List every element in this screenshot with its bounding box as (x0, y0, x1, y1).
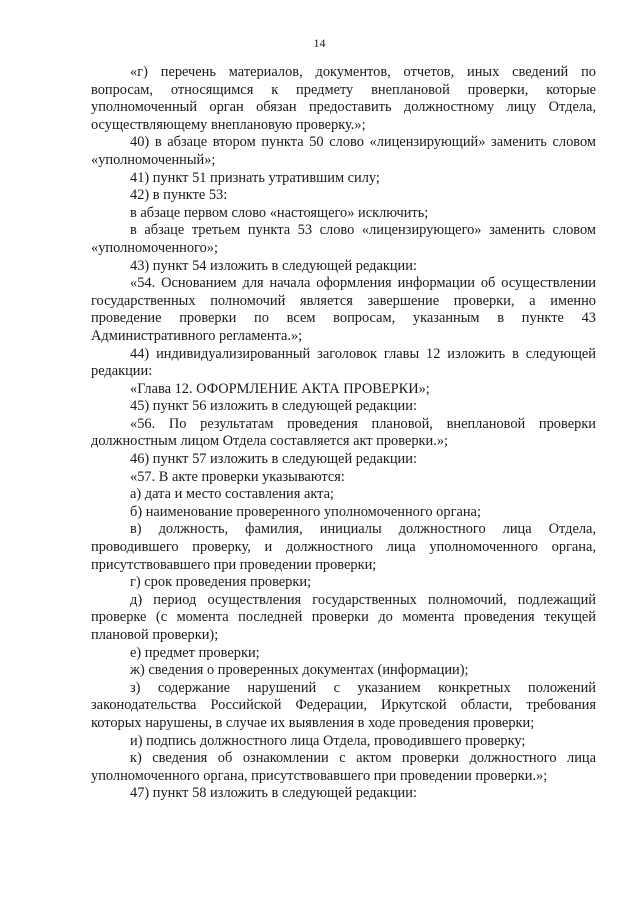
paragraph: д) период осуществления государственных полномочий, подлежащий проверке (с момента последней проверки до момента проведения текущей плановой проверки); (91, 591, 596, 643)
paragraph: 45) пункт 56 изложить в следующей редакции: (130, 398, 417, 415)
paragraph: в) должность, фамилия, инициалы должностного лица Отдела, проводившего проверку, и должностного лица уполномоченного органа, присутствовавшего при проведении проверки; (91, 521, 596, 573)
paragraph: 40) в абзаце втором пункта 50 слово «лицензирующий» заменить словом «уполномоченный»; (91, 134, 596, 168)
paragraph: 43) пункт 54 изложить в следующей редакции: (130, 257, 417, 274)
page-number: 14 (313, 36, 326, 50)
paragraph: 46) пункт 57 изложить в следующей редакции: (130, 451, 417, 468)
paragraph: «57. В акте проверки указываются: (130, 468, 345, 485)
paragraph: 42) в пункте 53: (130, 187, 228, 204)
paragraph: «г) перечень материалов, документов, отчетов, иных сведений по вопросам, относящимся к предмету внеплановой проверки, которые уполномоченный орган обязан предоставить должностному лицу Отдела, осуществляющему внеплановую проверку.»; (91, 64, 596, 133)
paragraph: 41) пункт 51 признать утратившим силу; (130, 169, 380, 186)
paragraph: «56. По результатам проведения плановой, внеплановой проверки должностным лицом Отдела составляется акт проверки.»; (91, 415, 596, 450)
document-body (91, 64, 596, 803)
paragraph: «Глава 12. ОФОРМЛЕНИЕ АКТА ПРОВЕРКИ»; (130, 380, 430, 397)
paragraph: к) сведения об ознакомлении с актом проверки должностного лица уполномоченного органа, присутствовавшего при проведении проверки.»; (91, 750, 596, 784)
paragraph: ж) сведения о проверенных документах (информации); (130, 662, 469, 679)
paragraph: е) предмет проверки; (130, 644, 260, 661)
paragraph: з) содержание нарушений с указанием конкретных положений законодательства Российской Федерации, Иркутской области, требования которых нарушены, в случае их выявления в ходе проведения проверки; (91, 679, 596, 731)
paragraph: а) дата и место составления акта; (130, 486, 335, 503)
paragraph: 44) индивидуализированный заголовок главы 12 изложить в следующей редакции: (91, 345, 596, 380)
paragraph: и) подпись должностного лица Отдела, проводившего проверку; (130, 732, 526, 749)
paragraph: в абзаце третьем пункта 53 слово «лицензирующего» заменить словом «уполномоченного»; (91, 222, 596, 256)
paragraph: б) наименование проверенного уполномоченного органа; (130, 503, 481, 520)
paragraph: 47) пункт 58 изложить в следующей редакции: (130, 785, 417, 802)
paragraph: г) срок проведения проверки; (130, 574, 312, 591)
paragraph: в абзаце первом слово «настоящего» исключить; (130, 204, 429, 221)
paragraph: «54. Основанием для начала оформления информации об осуществлении государственных полномочий является завершение проверки, а именно проведение проверки по всем вопросам, указанным в пункте 43 Административного регламента.»; (91, 275, 596, 344)
